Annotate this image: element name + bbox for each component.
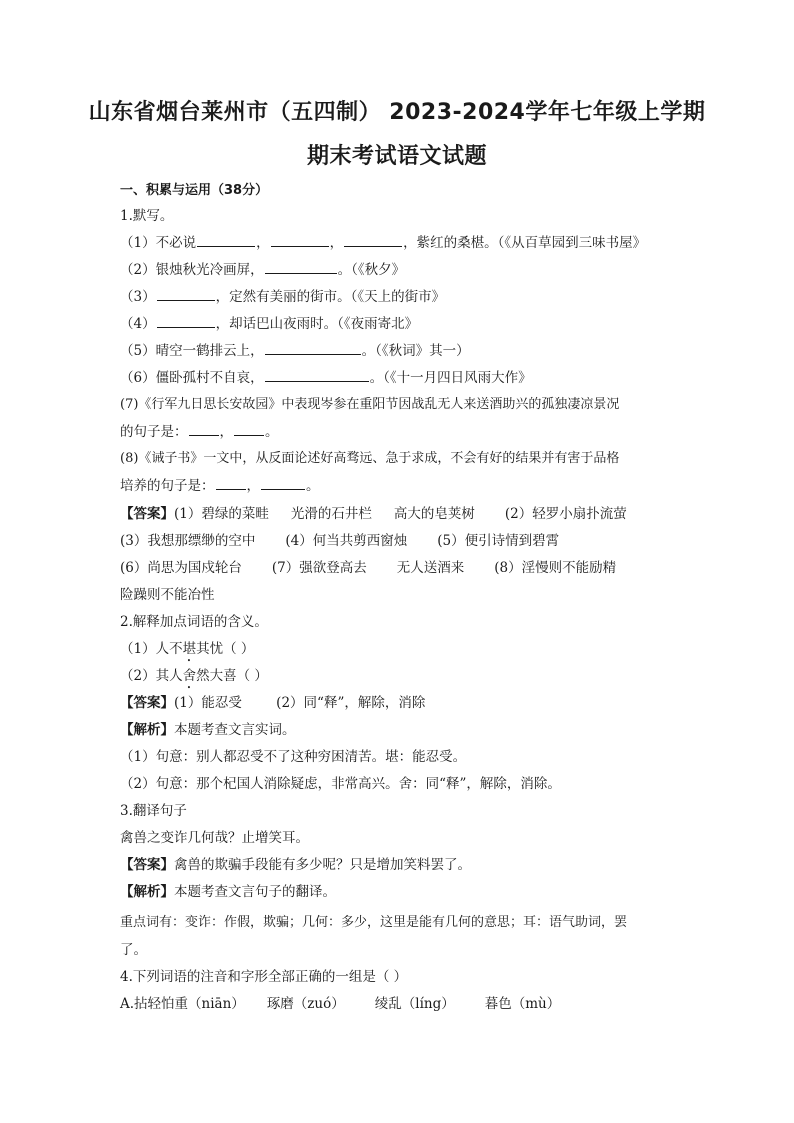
answer-tag: 【答案】 [120, 695, 174, 711]
answer-blank[interactable] [261, 476, 305, 490]
answer-tag: 【答案】 [120, 857, 174, 873]
q2-item-2-pre: （2）其人 [120, 668, 183, 684]
q1-answer-line1 [120, 504, 627, 524]
q1-item-1 [120, 233, 646, 253]
q1-answer-line3 [120, 558, 616, 578]
q2-item-1-pre: （1）人不 [120, 641, 183, 657]
q1-item-2 [120, 260, 405, 280]
option-label: A. [120, 996, 135, 1012]
q3-heading: 3.翻译句子 [120, 803, 187, 819]
q2-item-1 [120, 639, 254, 665]
separator: ， [256, 235, 270, 251]
answer-blank[interactable] [157, 287, 215, 301]
q2-analysis [120, 720, 296, 740]
q3-key-words-line2: 了。 [120, 942, 147, 958]
q2-item-2-post: 然大喜（ ） [196, 668, 268, 684]
dotted-word: 舍 [182, 668, 197, 684]
q1-item-5-pre: （5）晴空一鹤排云上， [120, 343, 264, 359]
option-word: 拈轻怕重（niān） [134, 996, 245, 1012]
answer-part: (4）何当共剪西窗烛 [285, 533, 408, 549]
answer-part: 高大的皂荚树 [393, 506, 475, 522]
q1-item-8-post: 。 [306, 478, 320, 494]
answer-blank[interactable] [189, 422, 219, 436]
answer-tag: 【答案】 [120, 506, 174, 522]
separator: ， [219, 424, 233, 440]
option-word: 琢磨（zuó） [266, 996, 345, 1012]
q1-item-3 [120, 287, 445, 307]
answer-part: (6）尚思为国戍轮台 [120, 560, 242, 576]
q1-item-7-line2 [120, 422, 279, 442]
q1-answer-line2 [120, 531, 559, 551]
q1-item-4-pre: （4） [120, 316, 156, 332]
q1-item-6-pre: （6）僵卧孤村不自哀， [120, 370, 264, 386]
option-word: 绫乱（líng） [374, 996, 455, 1012]
q1-item-7-line1: (7)《行军九日思长安故园》中表现岑参在重阳节因战乱无人来送酒助兴的孤独凄凉景况 [120, 397, 620, 412]
q3-answer [120, 855, 471, 875]
answer-text: (1）能忍受 (2）同“释”，解除，消除 [174, 695, 426, 711]
q4-option-a[interactable] [120, 994, 560, 1014]
answer-text: 禽兽的欺骗手段能有多少呢？只是增加笑料罢了。 [174, 857, 471, 873]
analysis-text: 本题考查文言句子的翻译。 [174, 884, 336, 900]
q1-item-5 [120, 341, 470, 361]
analysis-tag: 【解析】 [120, 722, 174, 738]
q1-item-1-pre: （1）不必说 [120, 235, 197, 251]
answer-blank[interactable] [344, 233, 402, 247]
q1-item-1-post: ，紫红的桑椹。（《从百草园到三味书屋》 [403, 235, 647, 251]
q1-item-3-pre: （3） [120, 289, 156, 305]
analysis-text: 本题考查文言实词。 [174, 722, 296, 738]
answer-part: (7）强欲登高去 [271, 560, 367, 576]
q1-item-2-pre: （2）银烛秋光冷画屏， [120, 262, 264, 278]
q1-item-4 [120, 314, 418, 334]
answer-part: (3）我想那缥缈的空中 [120, 533, 256, 549]
q1-item-3-post: ，定然有美丽的街市。（《天上的街市》 [215, 289, 446, 305]
answer-part: (8）淫慢则不能励精 [494, 560, 617, 576]
q1-item-6-post: 。（《十一月四日风雨大作》 [369, 370, 532, 386]
answer-blank[interactable] [234, 422, 264, 436]
q4-heading: 4.下列词语的注音和字形全部正确的一组是（ ） [120, 969, 408, 985]
q1-item-8-line1: (8)《诫子书》一文中，从反面论述好高骛远、急于求成，不会有好的结果并有害于品格 [120, 451, 620, 466]
q1-item-5-post: 。（《秋词》其一） [361, 343, 470, 359]
q1-item-8-line2 [120, 476, 320, 496]
q1-item-8-pre: 培养的句子是： [120, 478, 215, 494]
separator: ， [246, 478, 260, 494]
q1-item-2-post: 。（《秋夕》 [337, 262, 406, 278]
q1-item-4-post: ，却话巴山夜雨时。（《夜雨寄北》 [215, 316, 419, 332]
answer-part: (1）碧绿的菜畦 [174, 506, 269, 522]
q2-heading: 2.解释加点词语的含义。 [120, 614, 268, 630]
answer-part: 光滑的石井栏 [290, 506, 372, 522]
answer-blank[interactable] [265, 368, 369, 382]
q2-answer [120, 693, 425, 713]
q1-item-7-pre: 的句子是： [120, 424, 188, 440]
answer-blank[interactable] [157, 314, 215, 328]
page-title-line1: 山东省烟台莱州市（五四制） 2023-2024学年七年级上学期 [88, 100, 706, 125]
q1-item-7-post: 。 [265, 424, 279, 440]
page-title-line2: 期末考试语文试题 [306, 144, 487, 169]
q3-key-words-line1: 重点词有：变诈：作假，欺骗；几何：多少，这里是能有几何的意思；耳：语气助词，罢 [120, 915, 628, 930]
section-heading: 一、积累与运用（38分） [120, 183, 269, 198]
option-word: 暮色（mù） [484, 996, 561, 1012]
q2-item-2 [120, 666, 268, 692]
answer-part: 无人送酒来 [396, 560, 465, 576]
answer-part: (2）轻罗小扇扑流萤 [504, 506, 627, 522]
analysis-tag: 【解析】 [120, 884, 174, 900]
separator: ， [329, 235, 344, 251]
answer-blank[interactable] [265, 341, 361, 355]
answer-blank[interactable] [265, 260, 337, 274]
q2-item-1-post: 其忧（ ） [196, 641, 255, 657]
answer-blank[interactable] [216, 476, 246, 490]
q3-sentence: 禽兽之变诈几何哉？止增笑耳。 [120, 830, 309, 846]
q1-answer-line4: 险躁则不能冶性 [120, 587, 215, 603]
q3-analysis [120, 882, 336, 902]
q1-item-6 [120, 368, 532, 388]
q1-heading: 1.默写。 [120, 208, 174, 224]
q2-analysis-1: （1）句意：别人都忍受不了这种穷困清苦。堪：能忍受。 [120, 749, 467, 765]
dotted-word: 堪 [182, 641, 197, 657]
answer-blank[interactable] [271, 233, 329, 247]
answer-part: (5）便引诗情到碧霄 [437, 533, 560, 549]
q2-analysis-2: （2）句意：那个杞国人消除疑虑，非常高兴。舍：同“释”，解除，消除。 [120, 776, 561, 792]
answer-blank[interactable] [197, 233, 255, 247]
